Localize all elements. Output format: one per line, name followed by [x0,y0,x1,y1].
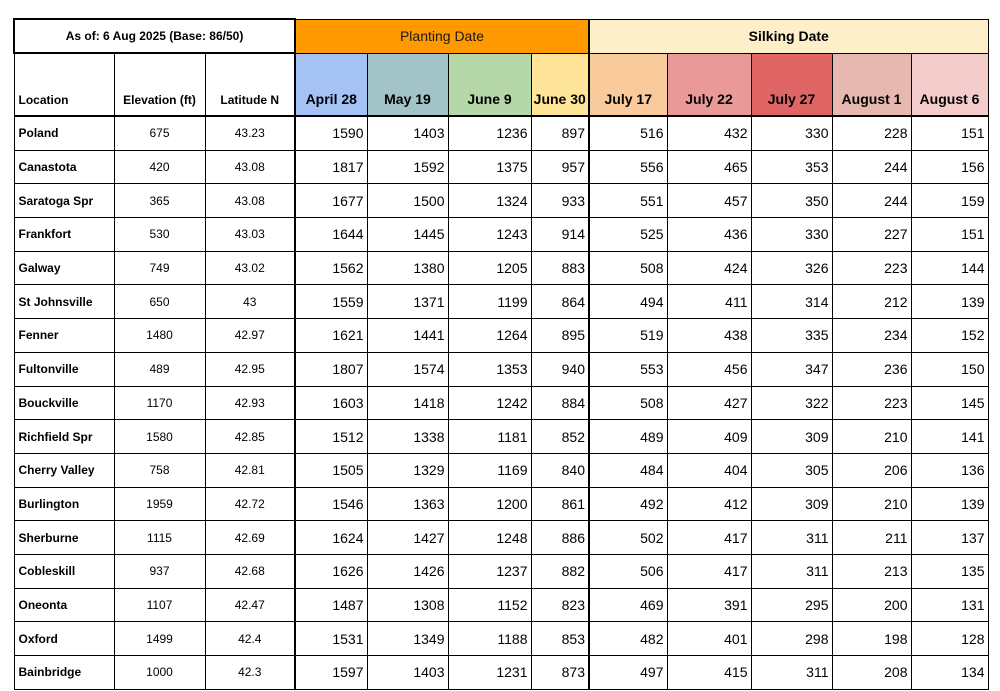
elevation-cell: 420 [114,150,205,184]
gdd-value-cell: 1329 [367,453,448,487]
col-header-planting-date: May 19 [367,53,448,116]
latitude-cell: 42.97 [205,319,295,353]
gdd-value-cell: 494 [589,285,667,319]
gdd-value-cell: 335 [751,319,832,353]
gdd-value-cell: 211 [832,521,911,555]
gdd-value-cell: 206 [832,453,911,487]
table-row [14,150,988,184]
gdd-value-cell: 401 [667,622,751,656]
gdd-value-cell: 1403 [367,656,448,690]
table-row [14,554,988,588]
table-row [14,588,988,622]
gdd-value-cell: 131 [911,588,988,622]
gdd-value-cell: 897 [531,116,589,150]
gdd-value-cell: 150 [911,352,988,386]
gdd-value-cell: 933 [531,184,589,218]
gdd-value-cell: 244 [832,150,911,184]
latitude-cell: 43.08 [205,150,295,184]
location-cell: Oxford [14,622,114,656]
gdd-value-cell: 489 [589,420,667,454]
elevation-cell: 1959 [114,487,205,521]
location-cell: Richfield Spr [14,420,114,454]
gdd-value-cell: 1231 [448,656,531,690]
gdd-value-cell: 311 [751,554,832,588]
gdd-value-cell: 1644 [295,218,367,252]
gdd-value-cell: 1181 [448,420,531,454]
gdd-value-cell: 417 [667,554,751,588]
gdd-value-cell: 1353 [448,352,531,386]
gdd-value-cell: 212 [832,285,911,319]
gdd-value-cell: 823 [531,588,589,622]
gdd-value-cell: 1817 [295,150,367,184]
location-cell: Burlington [14,487,114,521]
gdd-value-cell: 159 [911,184,988,218]
silking-date-header: Silking Date [589,19,988,53]
elevation-cell: 758 [114,453,205,487]
gdd-value-cell: 326 [751,251,832,285]
gdd-value-cell: 1205 [448,251,531,285]
location-cell: Fultonville [14,352,114,386]
location-cell: Poland [14,116,114,150]
location-cell: Frankfort [14,218,114,252]
elevation-cell: 675 [114,116,205,150]
gdd-value-cell: 1562 [295,251,367,285]
gdd-value-cell: 151 [911,218,988,252]
col-header-silking-date: July 22 [667,53,751,116]
gdd-value-cell: 1677 [295,184,367,218]
col-header-planting-date: June 30 [531,53,589,116]
gdd-value-cell: 1152 [448,588,531,622]
elevation-cell: 530 [114,218,205,252]
location-cell: Cherry Valley [14,453,114,487]
gdd-value-cell: 1441 [367,319,448,353]
gdd-value-cell: 1531 [295,622,367,656]
col-header-silking-date: August 1 [832,53,911,116]
latitude-cell: 43 [205,285,295,319]
table-row [14,251,988,285]
col-header-silking-date: July 27 [751,53,832,116]
gdd-value-cell: 432 [667,116,751,150]
latitude-cell: 42.72 [205,487,295,521]
gdd-value-cell: 1597 [295,656,367,690]
gdd-value-cell: 427 [667,386,751,420]
table-row [14,521,988,555]
gdd-value-cell: 391 [667,588,751,622]
latitude-cell: 42.3 [205,656,295,690]
gdd-value-cell: 1445 [367,218,448,252]
gdd-value-cell: 210 [832,487,911,521]
gdd-value-cell: 861 [531,487,589,521]
latitude-cell: 42.69 [205,521,295,555]
gdd-value-cell: 198 [832,622,911,656]
table-row [14,487,988,521]
table-row [14,218,988,252]
gdd-value-cell: 1237 [448,554,531,588]
gdd-value-cell: 1199 [448,285,531,319]
gdd-value-cell: 1590 [295,116,367,150]
gdd-value-cell: 1380 [367,251,448,285]
gdd-value-cell: 295 [751,588,832,622]
gdd-value-cell: 1427 [367,521,448,555]
gdd-value-cell: 128 [911,622,988,656]
latitude-cell: 42.47 [205,588,295,622]
elevation-cell: 1107 [114,588,205,622]
gdd-value-cell: 1338 [367,420,448,454]
gdd-value-cell: 914 [531,218,589,252]
gdd-value-cell: 1200 [448,487,531,521]
gdd-value-cell: 404 [667,453,751,487]
col-header-planting-date: June 9 [448,53,531,116]
table-row [14,420,988,454]
gdd-value-cell: 525 [589,218,667,252]
table-row [14,386,988,420]
gdd-value-cell: 236 [832,352,911,386]
gdd-value-cell: 1363 [367,487,448,521]
elevation-cell: 1580 [114,420,205,454]
gdd-value-cell: 1324 [448,184,531,218]
gdd-value-cell: 1248 [448,521,531,555]
gdd-value-cell: 200 [832,588,911,622]
table-row [14,116,988,150]
gdd-value-cell: 484 [589,453,667,487]
gdd-value-cell: 519 [589,319,667,353]
gdd-value-cell: 840 [531,453,589,487]
gdd-value-cell: 309 [751,487,832,521]
gdd-value-cell: 1418 [367,386,448,420]
gdd-value-cell: 436 [667,218,751,252]
gdd-value-cell: 210 [832,420,911,454]
gdd-value-cell: 465 [667,150,751,184]
gdd-value-cell: 156 [911,150,988,184]
gdd-value-cell: 145 [911,386,988,420]
table-row [14,352,988,386]
location-cell: Fenner [14,319,114,353]
gdd-value-cell: 223 [832,251,911,285]
gdd-value-cell: 1505 [295,453,367,487]
gdd-value-cell: 1349 [367,622,448,656]
gdd-value-cell: 852 [531,420,589,454]
elevation-cell: 1499 [114,622,205,656]
location-cell: Oneonta [14,588,114,622]
gdd-value-cell: 1169 [448,453,531,487]
gdd-value-cell: 853 [531,622,589,656]
gdd-value-cell: 1500 [367,184,448,218]
gdd-value-cell: 213 [832,554,911,588]
latitude-cell: 42.81 [205,453,295,487]
gdd-value-cell: 457 [667,184,751,218]
gdd-value-cell: 1426 [367,554,448,588]
gdd-value-cell: 1264 [448,319,531,353]
col-header-elevation: Elevation (ft) [114,53,205,116]
gdd-value-cell: 883 [531,251,589,285]
gdd-value-cell: 469 [589,588,667,622]
gdd-value-cell: 1624 [295,521,367,555]
gdd-value-cell: 330 [751,218,832,252]
gdd-value-cell: 1371 [367,285,448,319]
latitude-cell: 43.03 [205,218,295,252]
latitude-cell: 43.23 [205,116,295,150]
gdd-value-cell: 551 [589,184,667,218]
gdd-value-cell: 940 [531,352,589,386]
gdd-value-cell: 1403 [367,116,448,150]
gdd-value-cell: 322 [751,386,832,420]
gdd-value-cell: 502 [589,521,667,555]
gdd-value-cell: 134 [911,656,988,690]
gdd-value-cell: 227 [832,218,911,252]
gdd-value-cell: 353 [751,150,832,184]
location-cell: Bainbridge [14,656,114,690]
gdd-value-cell: 141 [911,420,988,454]
gdd-value-cell: 497 [589,656,667,690]
gdd-value-cell: 151 [911,116,988,150]
gdd-value-cell: 1236 [448,116,531,150]
latitude-cell: 42.4 [205,622,295,656]
gdd-value-cell: 311 [751,521,832,555]
gdd-value-cell: 309 [751,420,832,454]
gdd-value-cell: 412 [667,487,751,521]
gdd-value-cell: 1592 [367,150,448,184]
gdd-value-cell: 508 [589,386,667,420]
gdd-value-cell: 886 [531,521,589,555]
gdd-value-cell: 152 [911,319,988,353]
planting-date-header: Planting Date [295,19,589,53]
gdd-value-cell: 139 [911,487,988,521]
col-header-latitude: Latitude N [205,53,295,116]
gdd-value-cell: 417 [667,521,751,555]
gdd-value-cell: 1559 [295,285,367,319]
gdd-value-cell: 1621 [295,319,367,353]
gdd-value-cell: 1242 [448,386,531,420]
gdd-value-cell: 137 [911,521,988,555]
as-of-title: As of: 6 Aug 2025 (Base: 86/50) [14,19,295,53]
gdd-value-cell: 1603 [295,386,367,420]
gdd-value-cell: 330 [751,116,832,150]
elevation-cell: 1115 [114,521,205,555]
elevation-cell: 1480 [114,319,205,353]
gdd-value-cell: 424 [667,251,751,285]
location-cell: Bouckville [14,386,114,420]
latitude-cell: 42.93 [205,386,295,420]
gdd-value-cell: 144 [911,251,988,285]
elevation-cell: 650 [114,285,205,319]
gdd-value-cell: 482 [589,622,667,656]
gdd-value-cell: 298 [751,622,832,656]
gdd-value-cell: 314 [751,285,832,319]
table-row [14,622,988,656]
gdd-value-cell: 1243 [448,218,531,252]
gdd-value-cell: 492 [589,487,667,521]
elevation-cell: 365 [114,184,205,218]
col-header-silking-date: July 17 [589,53,667,116]
location-cell: Canastota [14,150,114,184]
gdd-value-cell: 1188 [448,622,531,656]
table-row [14,285,988,319]
gdd-value-cell: 139 [911,285,988,319]
latitude-cell: 43.08 [205,184,295,218]
latitude-cell: 42.95 [205,352,295,386]
gdd-value-cell: 506 [589,554,667,588]
gdd-value-cell: 456 [667,352,751,386]
location-cell: Sherburne [14,521,114,555]
latitude-cell: 42.85 [205,420,295,454]
gdd-value-cell: 311 [751,656,832,690]
gdd-value-cell: 516 [589,116,667,150]
gdd-value-cell: 350 [751,184,832,218]
elevation-cell: 937 [114,554,205,588]
gdd-value-cell: 1546 [295,487,367,521]
gdd-value-cell: 556 [589,150,667,184]
location-cell: Saratoga Spr [14,184,114,218]
gdd-value-cell: 409 [667,420,751,454]
gdd-value-cell: 244 [832,184,911,218]
gdd-value-cell: 136 [911,453,988,487]
gdd-value-cell: 864 [531,285,589,319]
location-cell: St Johnsville [14,285,114,319]
elevation-cell: 749 [114,251,205,285]
table-row [14,656,988,690]
col-header-silking-date: August 6 [911,53,988,116]
gdd-value-cell: 882 [531,554,589,588]
gdd-table [13,18,989,690]
gdd-value-cell: 1512 [295,420,367,454]
latitude-cell: 43.02 [205,251,295,285]
col-header-location: Location [14,53,114,116]
gdd-value-cell: 1487 [295,588,367,622]
gdd-value-cell: 347 [751,352,832,386]
gdd-value-cell: 228 [832,116,911,150]
gdd-value-cell: 895 [531,319,589,353]
gdd-value-cell: 223 [832,386,911,420]
gdd-value-cell: 1375 [448,150,531,184]
gdd-value-cell: 508 [589,251,667,285]
gdd-value-cell: 305 [751,453,832,487]
gdd-value-cell: 438 [667,319,751,353]
gdd-value-cell: 884 [531,386,589,420]
elevation-cell: 1000 [114,656,205,690]
gdd-value-cell: 411 [667,285,751,319]
gdd-value-cell: 208 [832,656,911,690]
latitude-cell: 42.68 [205,554,295,588]
gdd-value-cell: 1626 [295,554,367,588]
table-row [14,453,988,487]
gdd-value-cell: 873 [531,656,589,690]
table-row [14,319,988,353]
elevation-cell: 489 [114,352,205,386]
location-cell: Galway [14,251,114,285]
gdd-value-cell: 415 [667,656,751,690]
location-cell: Cobleskill [14,554,114,588]
gdd-value-cell: 1308 [367,588,448,622]
gdd-value-cell: 135 [911,554,988,588]
gdd-value-cell: 957 [531,150,589,184]
table-row [14,184,988,218]
col-header-planting-date: April 28 [295,53,367,116]
elevation-cell: 1170 [114,386,205,420]
gdd-value-cell: 234 [832,319,911,353]
gdd-value-cell: 1807 [295,352,367,386]
gdd-value-cell: 553 [589,352,667,386]
gdd-value-cell: 1574 [367,352,448,386]
